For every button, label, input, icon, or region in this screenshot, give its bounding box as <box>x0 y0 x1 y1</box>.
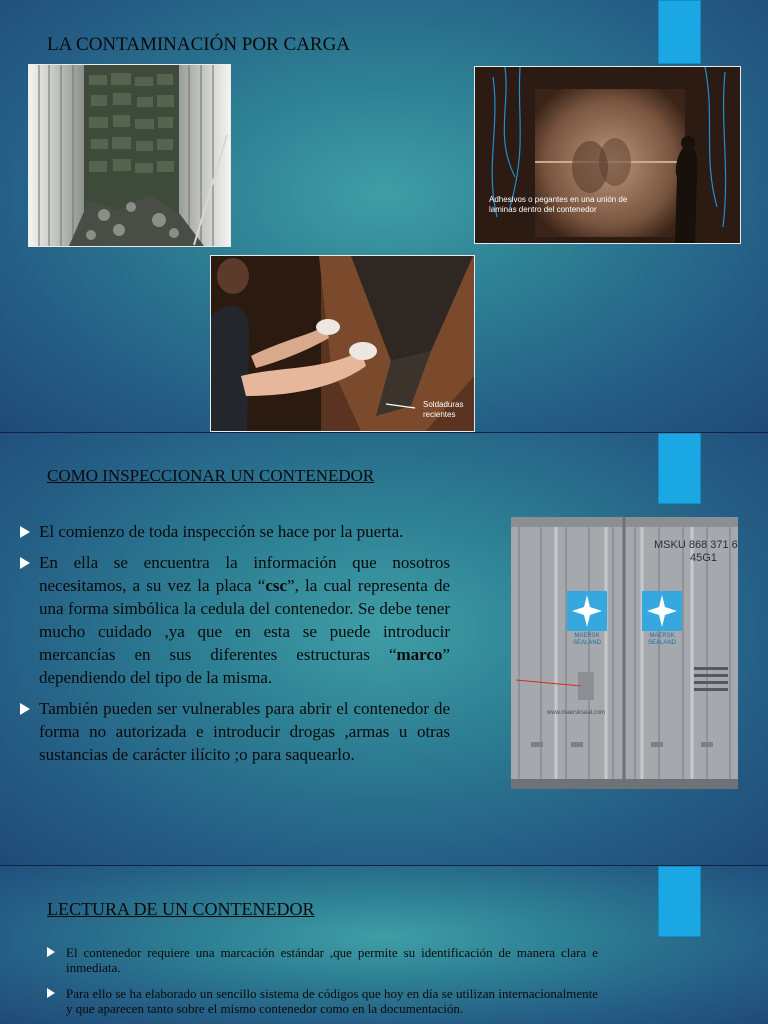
bold-term: csc <box>265 576 288 595</box>
adhesive-joint-photo <box>474 66 741 244</box>
bullet-list <box>45 945 598 1024</box>
bullet-text: El contenedor requiere una marcación estándar ,que permite su identificación de manera clara e inmediata. <box>66 945 598 975</box>
bullet-text: En ella se encuentra la información que nosotros necesitamos, a su vez la placa “ <box>39 553 450 595</box>
bullet-item <box>45 945 598 975</box>
container-type-text: 45G1 <box>690 552 717 564</box>
slide-lectura <box>0 866 768 1024</box>
accent-bar <box>658 0 701 64</box>
slide-contaminacion <box>0 0 768 432</box>
logo-label-right: MAERSK SEALAND <box>647 633 676 646</box>
container-interior-image <box>29 65 230 246</box>
logo-label-left: MAERSK SEALAND <box>572 633 601 646</box>
container-door-photo <box>511 517 738 789</box>
bullet-text: También pueden ser vulnerables para abrir el contenedor de forma no autorizada e introducir drogas ,armas u otras sustancias de carácter ilícito ;o para saquearlo. <box>39 699 450 764</box>
photo-caption: Adhesivos o pegantes en una unión de laminas dentro del contenedor <box>489 195 628 214</box>
photo-caption: Soldaduras recientes <box>423 400 464 419</box>
accent-bar <box>658 866 701 937</box>
bold-term: marco <box>396 645 443 664</box>
container-interior-photo <box>28 64 231 247</box>
container-code <box>654 539 738 565</box>
bullet-list <box>18 520 450 774</box>
slide-inspeccion <box>0 433 768 865</box>
slide-title: COMO INSPECCIONAR UN CONTENEDOR <box>47 466 375 485</box>
bullet-text: ”, la cual representa de una forma simbólica la cedula del contenedor. Se debe tener mucho cuidado ,ya que en esta se puede introducir mercancías en sus diferentes estructuras “ <box>39 576 450 664</box>
bullet-item <box>18 697 450 766</box>
slide-title: LECTURA DE UN CONTENEDOR <box>47 899 315 919</box>
bullet-item <box>45 986 598 1016</box>
bullet-text: El comienzo de toda inspección se hace por la puerta. <box>39 522 404 541</box>
bullet-text: Para ello se ha elaborado un sencillo sistema de códigos que hoy en día se utilizan internacionalmente y que aparecen tanto sobre el mismo contenedor como en la documentación. <box>66 986 598 1016</box>
slide-title: LA CONTAMINACIÓN POR CARGA <box>47 34 351 55</box>
adhesive-joint-image <box>475 67 740 243</box>
accent-bar <box>658 433 701 504</box>
bullet-item <box>18 520 450 543</box>
container-id-text: MSKU 868 371 6 <box>654 539 738 551</box>
bullet-text: ” dependiendo del tipo de la misma. <box>39 645 450 687</box>
website-text: www.maerskseal.com <box>547 710 606 716</box>
weld-inspection-photo <box>210 255 475 432</box>
bullet-item <box>18 551 450 689</box>
